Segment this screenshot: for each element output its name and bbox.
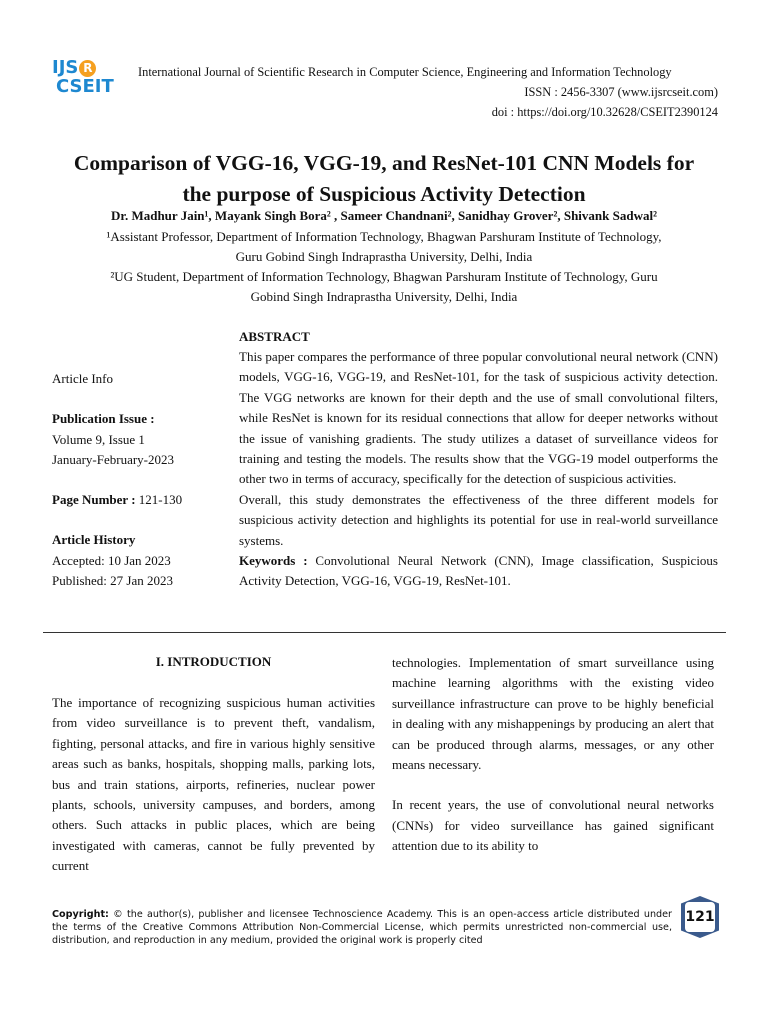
copyright-text: © the author(s), publisher and licensee Technoscience Academy. This is an open-access article distributed under the terms of the Creative Commons Attribution Non-Commercial License, which permits unrestricted non-commercial use, distribution, and reproduction in any medium, provided the original work is properly cited xyxy=(52,909,672,946)
page-number-badge xyxy=(681,896,719,938)
journal-doi: doi : https://doi.org/10.32628/CSEIT2390124 xyxy=(491,105,718,119)
paper-authors: Dr. Madhur Jain¹, Mayank Singh Bora² , Sameer Chandnani², Sanidhay Grover², Shivank Sadwal² xyxy=(110,208,657,223)
intro-col2-para-2: In recent years, the use of convolutional neural networks (CNNs) for video surveillance has gained significant attention due to its ability to xyxy=(392,797,714,854)
page-number-row xyxy=(52,490,182,510)
intro-column-2 xyxy=(392,653,714,857)
paper-title-line1: Comparison of VGG-16, VGG-19, and ResNet-101 CNN Models for xyxy=(73,151,695,175)
paper-title xyxy=(40,148,728,210)
article-info-heading: Article Info xyxy=(52,371,114,386)
page-number-label: Page Number : xyxy=(52,492,136,507)
abstract-heading: ABSTRACT xyxy=(239,329,310,344)
affiliation-1-line2: Guru Gobind Singh Indraprastha University, Delhi, India xyxy=(235,249,533,264)
page-number-value: 121-130 xyxy=(135,492,183,507)
intro-column-1: The importance of recognizing suspicious human activities from video surveillance is to prevent theft, vandalism, fighting, personal attacks, and fire in various highly sensitive areas such as banks, hospitals, shopping malls, parking lots, bus and train stations, airports, refineries, nuclear power plants, schools, university campuses, and borders, among others. Such attacks in public places, which are being investigated with cameras, cannot be fully prevented by current xyxy=(52,695,375,874)
affiliation-1-line1: ¹Assistant Professor, Department of Information Technology, Bhagwan Parshuram Institute of Technology, xyxy=(106,229,662,244)
publication-issue-label: Publication Issue : xyxy=(52,411,155,426)
abstract-keywords xyxy=(239,551,718,592)
journal-header xyxy=(138,62,718,122)
article-history-label: Article History xyxy=(52,532,136,547)
page-badge-number: 121 xyxy=(685,902,715,932)
volume-issue: Volume 9, Issue 1 xyxy=(52,432,145,447)
copyright-footer xyxy=(52,908,672,947)
issue-date: January-February-2023 xyxy=(52,452,175,467)
abstract-body xyxy=(239,347,718,592)
published-date: Published: 27 Jan 2023 xyxy=(52,573,173,588)
logo-r-badge: R xyxy=(79,60,96,77)
affiliation-2-line2: Gobind Singh Indraprastha University, Delhi, India xyxy=(250,289,518,304)
keywords-text: Convolutional Neural Network (CNN), Image classification, Suspicious Activity Detection, VGG-16, VGG-19, ResNet-101. xyxy=(239,553,718,589)
section-divider xyxy=(43,632,726,633)
accepted-date: Accepted: 10 Jan 2023 xyxy=(52,553,171,568)
journal-issn: ISSN : 2456-3307 (www.ijsrcseit.com) xyxy=(524,85,718,99)
logo-text-ijs: IJS xyxy=(52,57,79,78)
affiliation-2-line1: ²UG Student, Department of Information Technology, Bhagwan Parshuram Institute of Technology, Guru xyxy=(110,269,658,284)
paper-title-line2: the purpose of Suspicious Activity Detection xyxy=(182,182,586,206)
journal-name: International Journal of Scientific Research in Computer Science, Engineering and Information Technology xyxy=(138,65,672,79)
logo-cseit: CSEIT xyxy=(56,76,114,97)
logo-ijsr xyxy=(52,58,96,78)
introduction-heading: I. INTRODUCTION xyxy=(155,654,272,669)
abstract-para-2: Overall, this study demonstrates the effectiveness of the three different models for suspicious activity detection and highlights its potential for use in real-world surveillance systems. xyxy=(239,491,718,548)
copyright-label: Copyright: xyxy=(52,909,109,920)
intro-col2-para-1: technologies. Implementation of smart surveillance using machine learning algorithms with the existing video surveillance infrastructure can prove to be highly beneficial in dealing with any mishappenings by producing an alert that can be produced through alarms, messages, or any other means necessary. xyxy=(392,655,714,773)
keywords-label: Keywords : xyxy=(239,553,308,569)
journal-logo xyxy=(52,58,134,100)
abstract-para-1: This paper compares the performance of three popular convolutional neural network (CNN) models, VGG-16, VGG-19, and ResNet-101, for the task of suspicious activity detection. The VGG networks are known for their depth and the use of small convolutional filters, while ResNet is known for its residual connections that allow for deeper networks without the issue of vanishing gradients. The study utilizes a dataset of surveillance videos for training and testing the models. The results show that the VGG-19 model outperforms the other two in terms of accuracy, specifically for the detection of suspicious activities. xyxy=(239,349,718,487)
